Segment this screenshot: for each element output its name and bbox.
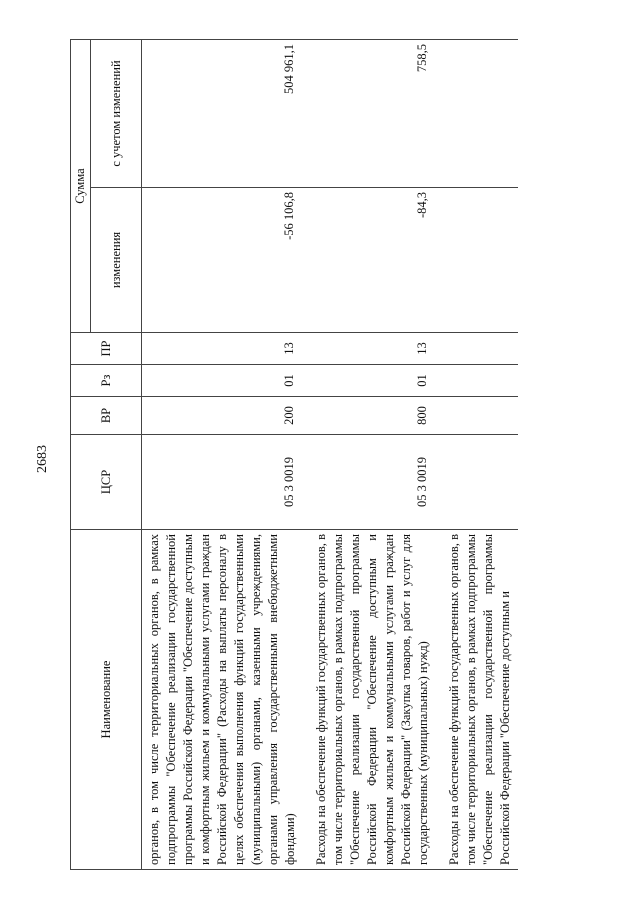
row-vr: 800: [303, 397, 436, 435]
header-rz: Рз: [71, 365, 142, 397]
table-row: [142, 40, 304, 870]
row-changes: -56 106,8: [142, 188, 304, 333]
row-vr: [436, 397, 518, 435]
budget-table: [70, 39, 518, 870]
row-name: Расходы на обеспечение функций государственных органов, в том числе территориальных органов, в рамках подпрограммы "Обеспечение реализации государственной программы Российской Федерации "Обеспечение доступным и комфортным жильем и коммунальными услугами граждан Российской Федерации" (Закупка товаров, работ и услуг для государственных (муниципальных) нужд): [303, 530, 436, 870]
row-changes: -84,3: [303, 188, 436, 333]
header-changes: изменения: [91, 188, 142, 333]
row-pr: 13: [142, 333, 304, 365]
row-rz: [436, 365, 518, 397]
row-csr: [436, 435, 518, 530]
row-changes: [436, 188, 518, 333]
page-number: 2683: [35, 445, 50, 473]
row-name: Расходы на обеспечение функций государственных органов, в том числе территориальных органов, в рамках подпрограммы "Обеспечение реализации государственной программы Российской Федерации "Обеспечение доступным и: [436, 530, 518, 870]
header-csr: ЦСР: [71, 435, 142, 530]
table-header: [71, 40, 142, 870]
header-name: Наименование: [71, 530, 142, 870]
row-with-changes: 758,5: [303, 40, 436, 188]
row-name: органов, в том числе территориальных органов, в рамках подпрограммы "Обеспечение реализации государственной программы Российской Федерации "Обеспечение доступным и комфортным жильем и коммунальными услугами граждан Российской Федерации" (Расходы на выплаты персоналу в целях обеспечения выполнения функций государственными (муниципальными) органами, казенными учреждениями, органами управления государственными внебюджетными фондами): [142, 530, 304, 870]
row-with-changes: [436, 40, 518, 188]
row-with-changes: 504 961,1: [142, 40, 304, 188]
row-pr: [436, 333, 518, 365]
header-pr: ПР: [71, 333, 142, 365]
header-vr: ВР: [71, 397, 142, 435]
row-vr: 200: [142, 397, 304, 435]
row-csr: 05 3 0019: [142, 435, 304, 530]
row-csr: 05 3 0019: [303, 435, 436, 530]
header-sum: Сумма: [71, 40, 91, 333]
header-with-changes: с учетом изменений: [91, 40, 142, 188]
row-pr: 13: [303, 333, 436, 365]
table-row: [303, 40, 436, 870]
row-rz: 01: [303, 365, 436, 397]
row-rz: 01: [142, 365, 304, 397]
table-row: [436, 40, 518, 870]
